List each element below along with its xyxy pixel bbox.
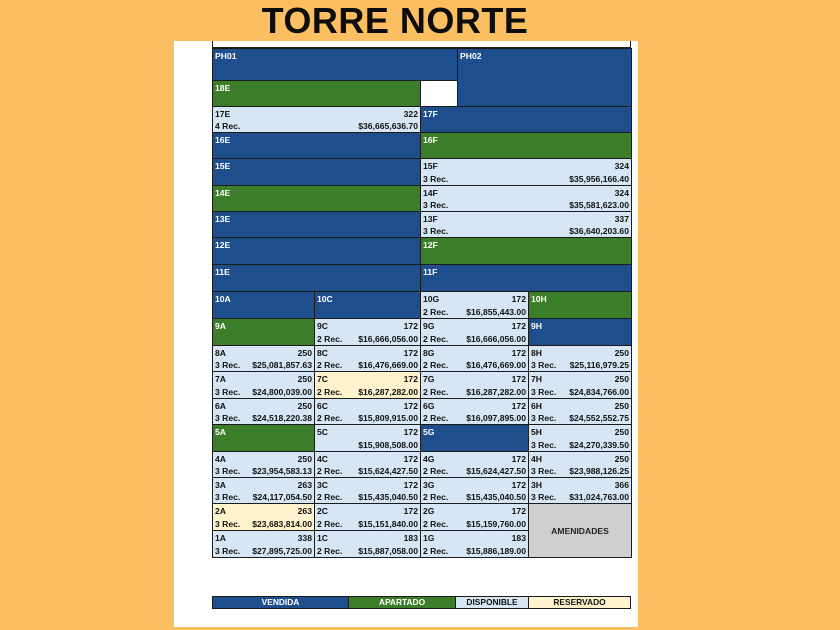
unit-id: 7G <box>423 374 435 384</box>
unit-bedrooms: 2 Rec. <box>317 519 343 529</box>
unit-id: 2C <box>317 506 328 516</box>
unit-9c <box>314 318 421 346</box>
unit-area: 172 <box>511 294 526 304</box>
unit-price: $24,518,220.38 <box>252 413 312 423</box>
unit-id: 11F <box>423 267 438 277</box>
unit-7a <box>212 371 315 399</box>
unit-id: 16E <box>215 135 231 145</box>
unit-id: 3H <box>531 480 542 490</box>
unit-area: 183 <box>403 533 418 543</box>
unit-1c <box>314 530 421 558</box>
unit-price: $15,908,508.00 <box>358 440 418 450</box>
unit-bedrooms: 2 Rec. <box>423 519 449 529</box>
unit-bedrooms: 3 Rec. <box>531 440 557 450</box>
unit-area: 250 <box>614 454 629 464</box>
unit-price: $16,666,056.00 <box>358 334 418 344</box>
unit-10a <box>212 291 315 319</box>
unit-area: 172 <box>511 480 526 490</box>
unit-id: 15E <box>215 161 231 171</box>
unit-bedrooms: 3 Rec. <box>531 413 557 423</box>
unit-bedrooms: 3 Rec. <box>531 466 557 476</box>
unit-11e <box>212 264 421 292</box>
legend-vendida: VENDIDA <box>212 596 349 609</box>
unit-area: 263 <box>297 506 312 516</box>
unit-area: 250 <box>297 401 312 411</box>
unit-12e <box>212 237 421 265</box>
unit-id: PH01 <box>215 51 237 61</box>
unit-id: 10H <box>531 294 547 304</box>
unit-id: 3G <box>423 480 435 490</box>
unit-id: 13E <box>215 214 231 224</box>
unit-14e <box>212 185 421 212</box>
unit-area: 172 <box>403 374 418 384</box>
unit-area: 250 <box>614 348 629 358</box>
unit-id: 14F <box>423 188 438 198</box>
unit-id: 13F <box>423 214 438 224</box>
unit-area: 172 <box>511 401 526 411</box>
unit-area: 172 <box>403 321 418 331</box>
unit-area: 172 <box>403 454 418 464</box>
unit-10c <box>314 291 421 319</box>
unit-bedrooms: 2 Rec. <box>317 334 343 344</box>
unit-17e <box>212 106 421 133</box>
unit-price: $23,683,814.00 <box>252 519 312 529</box>
unit-8c <box>314 345 421 372</box>
unit-area: 250 <box>297 374 312 384</box>
unit-4g <box>420 451 529 478</box>
unit-id: 5G <box>423 427 435 437</box>
unit-ph02 <box>457 48 632 107</box>
unit-id: 16F <box>423 135 438 145</box>
unit-bedrooms: 3 Rec. <box>215 546 241 556</box>
unit-7h <box>528 371 632 399</box>
unit-bedrooms: 2 Rec. <box>423 334 449 344</box>
unit-price: $15,435,040.50 <box>358 492 418 502</box>
unit-18e <box>212 80 421 107</box>
unit-6g <box>420 398 529 425</box>
unit-10g <box>420 291 529 319</box>
unit-6c <box>314 398 421 425</box>
unit-id: 9A <box>215 321 226 331</box>
unit-4c <box>314 451 421 478</box>
unit-id: 8H <box>531 348 542 358</box>
unit-bedrooms: 2 Rec. <box>423 546 449 556</box>
unit-3h <box>528 477 632 504</box>
unit-id: 15F <box>423 161 438 171</box>
unit-id: PH02 <box>460 51 482 61</box>
unit-price: $23,954,583.13 <box>252 466 312 476</box>
unit-15e <box>212 158 421 186</box>
unit-price: $35,956,166.40 <box>569 174 629 184</box>
unit-3a <box>212 477 315 504</box>
unit-16f <box>420 132 632 159</box>
unit-bedrooms: 2 Rec. <box>423 466 449 476</box>
unit-price: $16,855,443.00 <box>466 307 526 317</box>
unit-5g <box>420 424 529 452</box>
unit-9g <box>420 318 529 346</box>
unit-10h <box>528 291 632 319</box>
unit-bedrooms: 2 Rec. <box>317 546 343 556</box>
unit-id: 11E <box>215 267 230 277</box>
unit-price: $23,988,126.25 <box>569 466 629 476</box>
unit-price: $24,800,039.00 <box>252 387 312 397</box>
unit-id: 9G <box>423 321 435 331</box>
unit-12f <box>420 237 632 265</box>
unit-bedrooms: 3 Rec. <box>423 200 449 210</box>
unit-bedrooms: 3 Rec. <box>215 492 241 502</box>
unit-bedrooms: 4 Rec. <box>215 121 241 131</box>
unit-price: $16,097,895.00 <box>466 413 526 423</box>
unit-ph01 <box>212 48 458 81</box>
unit-1a <box>212 530 315 558</box>
unit-area: 172 <box>511 454 526 464</box>
unit-bedrooms: 2 Rec. <box>317 466 343 476</box>
unit-id: 2A <box>215 506 226 516</box>
unit-id: 9H <box>531 321 542 331</box>
unit-2g <box>420 503 529 531</box>
unit-6a <box>212 398 315 425</box>
unit-price: $36,640,203.60 <box>569 226 629 236</box>
unit-price: $16,287,282.00 <box>358 387 418 397</box>
unit-area: 172 <box>511 321 526 331</box>
unit-area: 172 <box>511 348 526 358</box>
unit-bedrooms: 2 Rec. <box>317 360 343 370</box>
unit-3g <box>420 477 529 504</box>
unit-4h <box>528 451 632 478</box>
unit-15f <box>420 158 632 186</box>
unit-area: 183 <box>511 533 526 543</box>
unit-area: 250 <box>297 348 312 358</box>
unit-9a <box>212 318 315 346</box>
unit-9h <box>528 318 632 346</box>
unit-price: $24,552,552.75 <box>569 413 629 423</box>
unit-id: 18E <box>215 83 231 93</box>
unit-13f <box>420 211 632 238</box>
unit-price: $16,476,669.00 <box>466 360 526 370</box>
unit-price: $35,581,623.00 <box>569 200 629 210</box>
unit-6h <box>528 398 632 425</box>
unit-price: $27,895,725.00 <box>252 546 312 556</box>
unit-id: 8A <box>215 348 226 358</box>
unit-bedrooms: 3 Rec. <box>531 360 557 370</box>
unit-3c <box>314 477 421 504</box>
unit-id: 12E <box>215 240 231 250</box>
unit-price: $15,435,040.50 <box>466 492 526 502</box>
unit-area: 324 <box>614 161 629 171</box>
unit-area: 366 <box>614 480 629 490</box>
unit-area: 322 <box>403 109 418 119</box>
unit-bedrooms: 3 Rec. <box>215 360 241 370</box>
unit-price: $16,476,669.00 <box>358 360 418 370</box>
unit-area: 250 <box>614 374 629 384</box>
legend-disponible: DISPONIBLE <box>455 596 529 609</box>
unit-price: $15,624,427.50 <box>358 466 418 476</box>
unit-id: 7C <box>317 374 328 384</box>
unit-id: 5A <box>215 427 226 437</box>
unit-7c <box>314 371 421 399</box>
unit-bedrooms: 3 Rec. <box>531 492 557 502</box>
legend-reservado: RESERVADO <box>528 596 631 609</box>
unit-bedrooms: 3 Rec. <box>215 387 241 397</box>
unit-5h <box>528 424 632 452</box>
unit-id: 6C <box>317 401 328 411</box>
unit-bedrooms: 2 Rec. <box>317 492 343 502</box>
unit-16e <box>212 132 421 159</box>
unit-11f <box>420 264 632 292</box>
unit-area: 172 <box>403 427 418 437</box>
unit-id: 4H <box>531 454 542 464</box>
unit-13e <box>212 211 421 238</box>
unit-id: 5C <box>317 427 328 437</box>
unit-price: $24,834,766.00 <box>569 387 629 397</box>
unit-area: 250 <box>614 401 629 411</box>
unit-17f <box>420 106 632 133</box>
unit-area: 250 <box>614 427 629 437</box>
unit-area: 172 <box>511 374 526 384</box>
unit-area: 172 <box>403 348 418 358</box>
unit-price: $36,665,636.70 <box>358 121 418 131</box>
unit-id: 4C <box>317 454 328 464</box>
unit-id: 3C <box>317 480 328 490</box>
unit-id: 12F <box>423 240 438 250</box>
unit-id: 6H <box>531 401 542 411</box>
unit-price: $16,287,282.00 <box>466 387 526 397</box>
unit-price: $15,159,760.00 <box>466 519 526 529</box>
unit-bedrooms: 2 Rec. <box>423 413 449 423</box>
unit-14f <box>420 185 632 212</box>
unit-id: 5H <box>531 427 542 437</box>
unit-id: 1C <box>317 533 328 543</box>
unit-id: 1G <box>423 533 435 543</box>
unit-area: 172 <box>511 506 526 516</box>
unit-area: 263 <box>297 480 312 490</box>
unit-price: $24,270,339.50 <box>569 440 629 450</box>
unit-5c <box>314 424 421 452</box>
unit-id: 17E <box>215 109 231 119</box>
unit-id: 6A <box>215 401 226 411</box>
unit-bedrooms: 2 Rec. <box>423 360 449 370</box>
unit-id: 6G <box>423 401 435 411</box>
unit-price: $15,151,840.00 <box>358 519 418 529</box>
page-title: TORRE NORTE <box>261 0 529 41</box>
unit-area: 337 <box>614 214 629 224</box>
unit-4a <box>212 451 315 478</box>
unit-bedrooms: 3 Rec. <box>215 519 241 529</box>
unit-price: $25,081,857.63 <box>252 360 312 370</box>
unit-area: 324 <box>614 188 629 198</box>
unit-id: 3A <box>215 480 226 490</box>
unit-price: $15,886,189.00 <box>466 546 526 556</box>
amenidades-label: AMENIDADES <box>551 525 609 536</box>
unit-id: 4A <box>215 454 226 464</box>
unit-id: 10A <box>215 294 231 304</box>
unit-bedrooms: 2 Rec. <box>423 492 449 502</box>
unit-price: $15,887,058.00 <box>358 546 418 556</box>
unit-bedrooms: 3 Rec. <box>423 174 449 184</box>
unit-1g <box>420 530 529 558</box>
unit-id: 7A <box>215 374 226 384</box>
unit-8g <box>420 345 529 372</box>
unit-bedrooms: 3 Rec. <box>215 466 241 476</box>
unit-8h <box>528 345 632 372</box>
unit-id: 17F <box>423 109 438 119</box>
unit-id: 1A <box>215 533 226 543</box>
unit-bedrooms: 3 Rec. <box>423 226 449 236</box>
unit-bedrooms: 2 Rec. <box>423 307 449 317</box>
unit-bedrooms: 3 Rec. <box>531 387 557 397</box>
unit-area: 338 <box>297 533 312 543</box>
unit-price: $15,624,427.50 <box>466 466 526 476</box>
unit-id: 7H <box>531 374 542 384</box>
unit-bedrooms: 2 Rec. <box>317 387 343 397</box>
unit-id: 9C <box>317 321 328 331</box>
unit-price: $25,116,979.25 <box>569 360 629 370</box>
unit-2c <box>314 503 421 531</box>
unit-id: 8C <box>317 348 328 358</box>
unit-id: 10C <box>317 294 333 304</box>
legend-apartado: APARTADO <box>348 596 456 609</box>
unit-price: $31,024,763.00 <box>569 492 629 502</box>
unit-bedrooms: 2 Rec. <box>423 387 449 397</box>
unit-price: $15,809,915.00 <box>358 413 418 423</box>
unit-id: 8G <box>423 348 435 358</box>
unit-area: 172 <box>403 401 418 411</box>
unit-id: 14E <box>215 188 231 198</box>
unit-area: 172 <box>403 480 418 490</box>
amenidades-block <box>528 503 632 558</box>
unit-bedrooms: 3 Rec. <box>215 413 241 423</box>
unit-area: 250 <box>297 454 312 464</box>
unit-7g <box>420 371 529 399</box>
unit-id: 10G <box>423 294 440 304</box>
unit-5a <box>212 424 315 452</box>
unit-2a <box>212 503 315 531</box>
unit-bedrooms: 2 Rec. <box>317 413 343 423</box>
unit-id: 2G <box>423 506 435 516</box>
unit-area: 172 <box>403 506 418 516</box>
unit-price: $16,666,056.00 <box>466 334 526 344</box>
unit-8a <box>212 345 315 372</box>
unit-id: 4G <box>423 454 435 464</box>
unit-price: $24,117,054.50 <box>252 492 312 502</box>
